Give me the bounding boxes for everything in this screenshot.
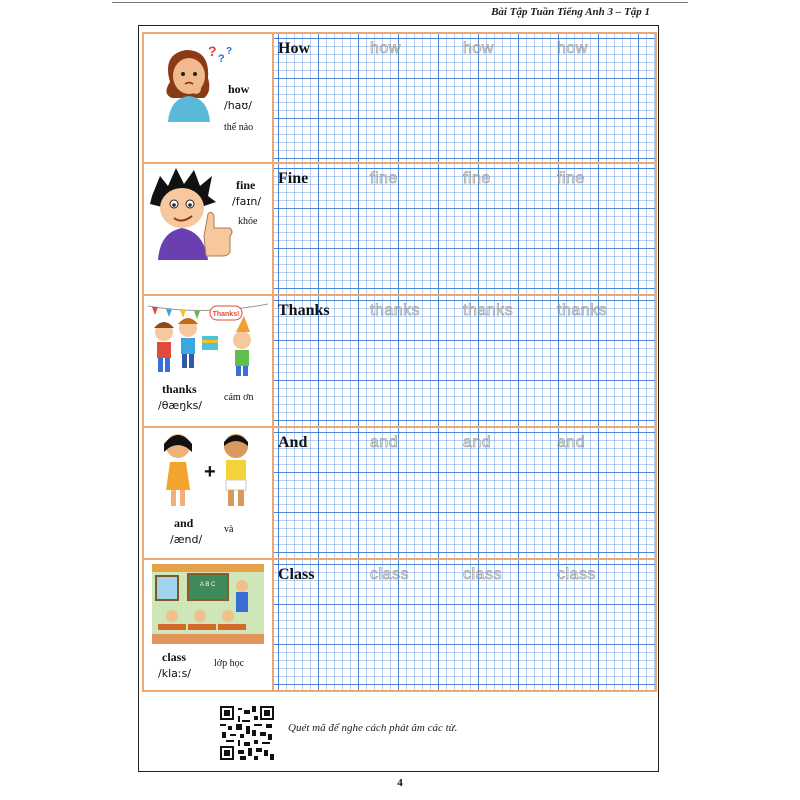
trace-word: how bbox=[463, 40, 494, 57]
vocab-word: thanks bbox=[162, 382, 197, 396]
vocab-fine bbox=[232, 178, 261, 208]
vocab-meaning: thế nào bbox=[224, 122, 254, 133]
trace-word: how bbox=[557, 40, 588, 57]
model-word: How bbox=[278, 40, 310, 57]
trace-word: class bbox=[463, 566, 502, 583]
vocab-ipa: /klaːs/ bbox=[158, 667, 192, 680]
vocab-meaning: cám ơn bbox=[224, 392, 254, 403]
page-number: 4 bbox=[397, 777, 403, 789]
vocab-word: class bbox=[162, 650, 186, 664]
trace-word: thanks bbox=[463, 302, 514, 319]
vocab-meaning: lớp học bbox=[214, 658, 245, 669]
thanks-bubble-text: Thanks! bbox=[212, 311, 240, 318]
classroom-icon bbox=[152, 564, 264, 644]
model-word: Thanks bbox=[278, 302, 330, 319]
vocab-ipa: /ænd/ bbox=[170, 533, 203, 546]
practice-row-how bbox=[142, 32, 657, 164]
girl-thinking-icon bbox=[152, 42, 232, 124]
writing-grid-and[interactable] bbox=[273, 428, 657, 560]
vocab-word: how bbox=[228, 82, 250, 96]
boy-thumbs-up-icon bbox=[146, 166, 236, 262]
trace-word: and bbox=[463, 434, 492, 451]
practice-row-fine bbox=[142, 164, 657, 296]
model-word: Fine bbox=[278, 170, 309, 187]
model-word: And bbox=[278, 434, 308, 451]
vocab-and bbox=[170, 516, 202, 546]
qr-instruction: Quét mã để nghe cách phát âm các từ. bbox=[288, 722, 458, 734]
svg-text:?: ? bbox=[226, 46, 232, 57]
qr-code-icon[interactable] bbox=[220, 706, 274, 760]
trace-word: class bbox=[370, 566, 409, 583]
page-header-title: Bài Tập Tuần Tiếng Anh 3 – Tập 1 bbox=[491, 6, 650, 18]
vocab-card-and bbox=[142, 428, 273, 560]
vocab-class bbox=[158, 650, 191, 680]
vocab-card-thanks bbox=[142, 296, 273, 428]
trace-word: how bbox=[370, 40, 401, 57]
vocab-thanks bbox=[158, 382, 202, 412]
trace-word: fine bbox=[463, 170, 491, 187]
vocab-ipa: /faɪn/ bbox=[232, 195, 262, 208]
model-word: Class bbox=[278, 566, 315, 583]
trace-word: class bbox=[557, 566, 596, 583]
svg-text:?: ? bbox=[208, 43, 217, 59]
vocab-card-how bbox=[142, 32, 273, 164]
plus-sign: + bbox=[204, 461, 216, 483]
vocab-word: fine bbox=[236, 178, 256, 192]
writing-grid-class[interactable] bbox=[273, 560, 657, 692]
board-letters: A B C bbox=[200, 582, 216, 588]
trace-word: thanks bbox=[557, 302, 608, 319]
vocab-meaning: và bbox=[224, 524, 234, 535]
vocab-ipa: /θæŋks/ bbox=[158, 399, 203, 412]
practice-row-and bbox=[142, 428, 657, 560]
vocab-word: and bbox=[174, 516, 194, 530]
trace-word: and bbox=[557, 434, 586, 451]
practice-row-thanks bbox=[142, 296, 657, 428]
writing-grid-thanks[interactable] bbox=[273, 296, 657, 428]
trace-word: fine bbox=[370, 170, 398, 187]
footer-qr-row bbox=[142, 700, 657, 766]
trace-word: fine bbox=[557, 170, 585, 187]
vocab-ipa: /haʊ/ bbox=[224, 99, 252, 112]
kids-gift-party-icon bbox=[146, 300, 270, 378]
trace-word: and bbox=[370, 434, 399, 451]
svg-text:?: ? bbox=[218, 53, 225, 65]
trace-word: thanks bbox=[370, 302, 421, 319]
vocab-meaning: khỏe bbox=[238, 216, 258, 227]
writing-grid-fine[interactable] bbox=[273, 164, 657, 296]
practice-table bbox=[142, 32, 657, 692]
vocab-card-fine bbox=[142, 164, 273, 296]
vocab-how bbox=[224, 82, 252, 112]
header-rule bbox=[112, 2, 688, 3]
practice-row-class bbox=[142, 560, 657, 692]
vocab-card-class bbox=[142, 560, 273, 692]
writing-grid-how[interactable] bbox=[273, 32, 657, 164]
girl-plus-boy-icon bbox=[154, 430, 264, 512]
